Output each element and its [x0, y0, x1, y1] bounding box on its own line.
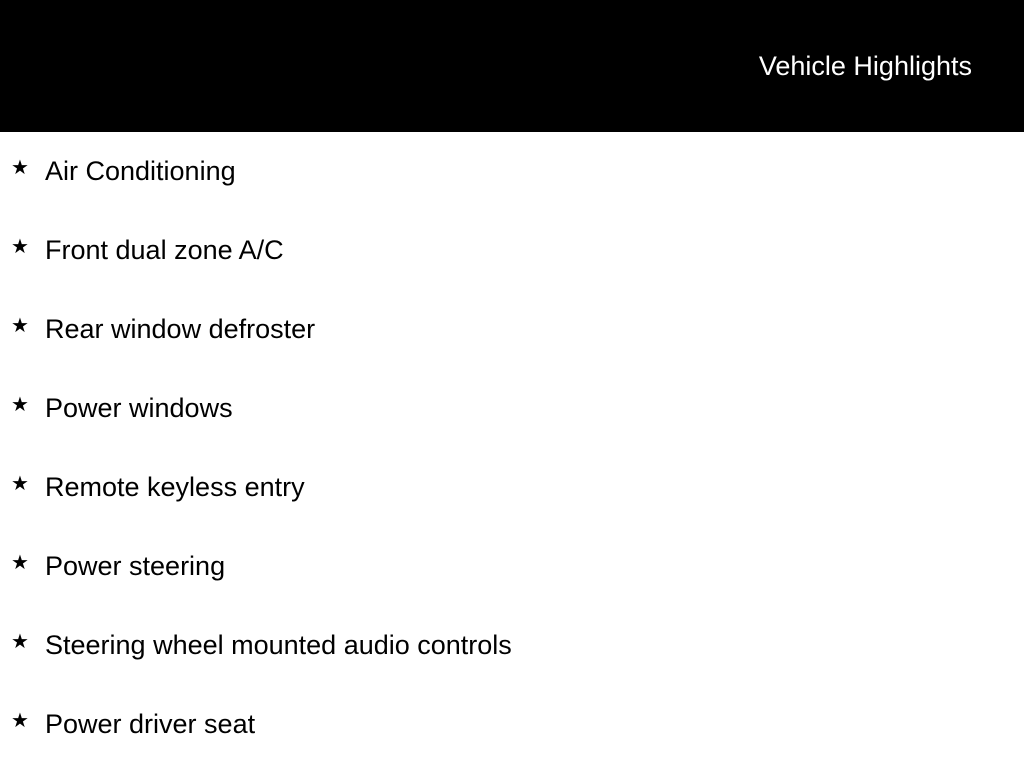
star-icon: ★ [11, 552, 29, 574]
feature-label: Remote keyless entry [45, 472, 305, 502]
list-item [0, 132, 1024, 211]
list-item [0, 448, 1024, 527]
page-header [0, 0, 1024, 132]
star-icon: ★ [11, 157, 29, 179]
list-item [0, 290, 1024, 369]
list-item [0, 685, 1024, 764]
list-item [0, 369, 1024, 448]
feature-label: Power windows [45, 393, 233, 423]
star-icon: ★ [11, 631, 29, 653]
page-title: Vehicle Highlights [758, 51, 972, 81]
star-icon: ★ [11, 315, 29, 337]
feature-label: Power steering [45, 551, 226, 581]
feature-label: Front dual zone A/C [45, 235, 284, 265]
vehicle-highlights-list [0, 132, 1024, 764]
feature-label: Air Conditioning [45, 156, 236, 186]
list-item [0, 211, 1024, 290]
star-icon: ★ [11, 394, 29, 416]
feature-label: Rear window defroster [45, 314, 316, 344]
star-icon: ★ [11, 710, 29, 732]
feature-label: Power driver seat [45, 709, 256, 739]
list-item [0, 527, 1024, 606]
star-icon: ★ [11, 236, 29, 258]
list-item [0, 606, 1024, 685]
star-icon: ★ [11, 473, 29, 495]
feature-label: Steering wheel mounted audio controls [45, 630, 512, 660]
